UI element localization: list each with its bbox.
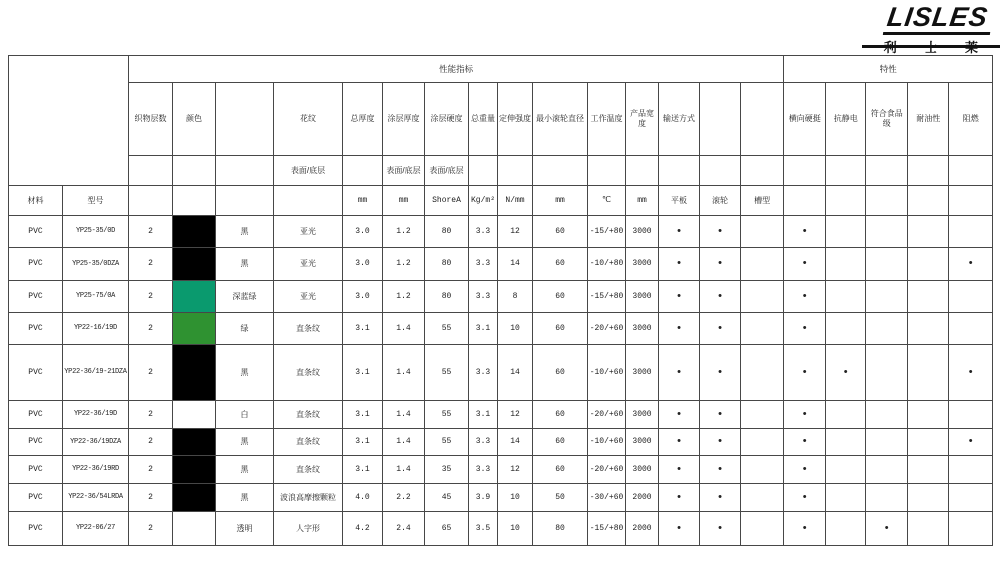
cell-tensile: 8 bbox=[498, 281, 533, 313]
cell-t-total: 3.1 bbox=[343, 401, 383, 429]
header-group-features: 特性 bbox=[784, 56, 993, 83]
cell-width: 2000 bbox=[626, 512, 659, 546]
cell-flame bbox=[949, 512, 993, 546]
cell-weight: 3.1 bbox=[469, 313, 498, 345]
subheader-pattern-surface-bottom: 表面/底层 bbox=[274, 156, 343, 186]
cell-antistatic bbox=[826, 313, 866, 345]
cell-antistatic: • bbox=[826, 345, 866, 401]
cell-min-roller: 60 bbox=[533, 401, 588, 429]
col-header-color-name bbox=[216, 83, 274, 156]
color-swatch bbox=[173, 512, 216, 546]
col-header-food-grade: 符合食品级 bbox=[866, 83, 908, 156]
color-swatch bbox=[173, 216, 216, 248]
cell-food: • bbox=[866, 512, 908, 546]
cell-t-coat: 1.4 bbox=[383, 456, 425, 484]
cell-flat: • bbox=[659, 345, 700, 401]
cell-plies: 2 bbox=[129, 216, 173, 248]
cell-material: PVC bbox=[9, 401, 63, 429]
cell-trough bbox=[741, 429, 784, 456]
color-swatch bbox=[173, 345, 216, 401]
cell-oil bbox=[908, 281, 949, 313]
color-swatch bbox=[173, 429, 216, 456]
cell-color-name: 黑 bbox=[216, 345, 274, 401]
cell-hardness: 80 bbox=[425, 248, 469, 281]
cell-t-coat: 1.4 bbox=[383, 401, 425, 429]
cell-material: PVC bbox=[9, 281, 63, 313]
cell-t-total: 4.2 bbox=[343, 512, 383, 546]
cell-flame bbox=[949, 281, 993, 313]
cell-trough bbox=[741, 216, 784, 248]
cell-pattern: 人字形 bbox=[274, 512, 343, 546]
cell-oil bbox=[908, 456, 949, 484]
cell-hardness: 80 bbox=[425, 281, 469, 313]
cell-tensile: 12 bbox=[498, 216, 533, 248]
cell-model: YP22-36/54LRDA bbox=[63, 484, 129, 512]
cell-oil bbox=[908, 248, 949, 281]
cell-oil bbox=[908, 512, 949, 546]
cell-plies: 2 bbox=[129, 429, 173, 456]
cell-pattern: 亚光 bbox=[274, 281, 343, 313]
cell-roller: • bbox=[700, 484, 741, 512]
cell-food bbox=[866, 429, 908, 456]
cell-stiff: • bbox=[784, 512, 826, 546]
cell-material: PVC bbox=[9, 216, 63, 248]
cell-flat: • bbox=[659, 281, 700, 313]
header-group-performance: 性能指标 bbox=[129, 56, 784, 83]
cell-width: 3000 bbox=[626, 248, 659, 281]
cell-weight: 3.3 bbox=[469, 345, 498, 401]
cell-t-total: 3.1 bbox=[343, 345, 383, 401]
cell-oil bbox=[908, 313, 949, 345]
cell-hardness: 55 bbox=[425, 429, 469, 456]
logo-underline-bar bbox=[862, 45, 1000, 48]
cell-temp: -20/+60 bbox=[588, 456, 626, 484]
table-row bbox=[9, 281, 993, 313]
cell-t-total: 3.1 bbox=[343, 313, 383, 345]
col-header-antistatic: 抗静电 bbox=[826, 83, 866, 156]
cell-width: 3000 bbox=[626, 216, 659, 248]
cell-t-coat: 1.4 bbox=[383, 313, 425, 345]
cell-flat: • bbox=[659, 456, 700, 484]
cell-stiff: • bbox=[784, 313, 826, 345]
cell-width: 3000 bbox=[626, 345, 659, 401]
cell-tensile: 10 bbox=[498, 512, 533, 546]
table-row bbox=[9, 401, 993, 429]
cell-flat: • bbox=[659, 512, 700, 546]
cell-width: 3000 bbox=[626, 281, 659, 313]
color-swatch bbox=[173, 484, 216, 512]
cell-antistatic bbox=[826, 248, 866, 281]
cell-pattern: 亚光 bbox=[274, 216, 343, 248]
cell-temp: -10/+80 bbox=[588, 248, 626, 281]
cell-model: YP22-36/19RD bbox=[63, 456, 129, 484]
table-row bbox=[9, 313, 993, 345]
cell-stiff: • bbox=[784, 484, 826, 512]
cell-trough bbox=[741, 512, 784, 546]
cell-food bbox=[866, 216, 908, 248]
cell-t-coat: 1.2 bbox=[383, 281, 425, 313]
cell-t-coat: 1.4 bbox=[383, 345, 425, 401]
cell-oil bbox=[908, 429, 949, 456]
table-row bbox=[9, 429, 993, 456]
cell-roller: • bbox=[700, 281, 741, 313]
table-row bbox=[9, 248, 993, 281]
cell-model: YP22-36/19DZA bbox=[63, 429, 129, 456]
cell-width: 2000 bbox=[626, 484, 659, 512]
cell-roller: • bbox=[700, 313, 741, 345]
cell-oil bbox=[908, 401, 949, 429]
cell-flat: • bbox=[659, 216, 700, 248]
company-logo bbox=[884, 4, 992, 56]
cell-t-total: 3.1 bbox=[343, 456, 383, 484]
unit-total-thickness: mm bbox=[343, 186, 383, 216]
cell-tensile: 14 bbox=[498, 248, 533, 281]
cell-min-roller: 60 bbox=[533, 313, 588, 345]
cell-food bbox=[866, 401, 908, 429]
col-header-coating-thickness: 涂层厚度 bbox=[383, 83, 425, 156]
cell-material: PVC bbox=[9, 484, 63, 512]
unit-weight: Kg/m² bbox=[469, 186, 498, 216]
cell-stiff: • bbox=[784, 345, 826, 401]
cell-min-roller: 60 bbox=[533, 429, 588, 456]
cell-weight: 3.3 bbox=[469, 248, 498, 281]
cell-food bbox=[866, 248, 908, 281]
cell-trough bbox=[741, 248, 784, 281]
cell-oil bbox=[908, 345, 949, 401]
cell-flame: • bbox=[949, 248, 993, 281]
cell-roller: • bbox=[700, 401, 741, 429]
unit-coating-thickness: mm bbox=[383, 186, 425, 216]
cell-weight: 3.3 bbox=[469, 456, 498, 484]
cell-trough bbox=[741, 401, 784, 429]
color-swatch bbox=[173, 401, 216, 429]
cell-oil bbox=[908, 484, 949, 512]
cell-food bbox=[866, 281, 908, 313]
cell-flat: • bbox=[659, 248, 700, 281]
cell-t-coat: 1.2 bbox=[383, 216, 425, 248]
cell-flame bbox=[949, 216, 993, 248]
cell-flame bbox=[949, 401, 993, 429]
subheader-coating-thickness-surface-bottom: 表面/底层 bbox=[383, 156, 425, 186]
cell-color-name: 黑 bbox=[216, 216, 274, 248]
cell-model: YP25-35/0D bbox=[63, 216, 129, 248]
unit-tensile: N/mm bbox=[498, 186, 533, 216]
cell-roller: • bbox=[700, 345, 741, 401]
cell-min-roller: 60 bbox=[533, 345, 588, 401]
table-row bbox=[9, 216, 993, 248]
cell-flame: • bbox=[949, 345, 993, 401]
cell-tensile: 14 bbox=[498, 429, 533, 456]
cell-pattern: 波浪高摩擦颗粒 bbox=[274, 484, 343, 512]
cell-t-coat: 1.4 bbox=[383, 429, 425, 456]
cell-temp: -30/+60 bbox=[588, 484, 626, 512]
unit-working-temp: ℃ bbox=[588, 186, 626, 216]
cell-pattern: 直条纹 bbox=[274, 401, 343, 429]
col-header-lateral-stiffness: 横向硬挺 bbox=[784, 83, 826, 156]
cell-hardness: 55 bbox=[425, 345, 469, 401]
cell-temp: -15/+80 bbox=[588, 216, 626, 248]
cell-weight: 3.5 bbox=[469, 512, 498, 546]
cell-t-total: 4.0 bbox=[343, 484, 383, 512]
cell-color-name: 黑 bbox=[216, 429, 274, 456]
cell-width: 3000 bbox=[626, 456, 659, 484]
col-header-pattern: 花纹 bbox=[274, 83, 343, 156]
cell-flame bbox=[949, 456, 993, 484]
cell-material: PVC bbox=[9, 456, 63, 484]
cell-tensile: 14 bbox=[498, 345, 533, 401]
color-swatch bbox=[173, 248, 216, 281]
cell-trough bbox=[741, 281, 784, 313]
table-header bbox=[9, 56, 993, 216]
cell-weight: 3.9 bbox=[469, 484, 498, 512]
cell-temp: -15/+80 bbox=[588, 281, 626, 313]
cell-flame: • bbox=[949, 429, 993, 456]
cell-width: 3000 bbox=[626, 313, 659, 345]
cell-hardness: 55 bbox=[425, 401, 469, 429]
cell-plies: 2 bbox=[129, 313, 173, 345]
cell-oil bbox=[908, 216, 949, 248]
unit-product-width: mm bbox=[626, 186, 659, 216]
cell-roller: • bbox=[700, 429, 741, 456]
cell-t-total: 3.0 bbox=[343, 281, 383, 313]
cell-pattern: 直条纹 bbox=[274, 345, 343, 401]
cell-t-coat: 2.2 bbox=[383, 484, 425, 512]
color-swatch bbox=[173, 281, 216, 313]
subheader-coating-hardness-surface-bottom: 表面/底层 bbox=[425, 156, 469, 186]
cell-food bbox=[866, 345, 908, 401]
table-row bbox=[9, 456, 993, 484]
cell-flat: • bbox=[659, 484, 700, 512]
cell-model: YP22-16/19D bbox=[63, 313, 129, 345]
cell-weight: 3.3 bbox=[469, 216, 498, 248]
cell-flat: • bbox=[659, 429, 700, 456]
col-header-convey-mode: 输送方式 bbox=[659, 83, 700, 156]
cell-antistatic bbox=[826, 429, 866, 456]
cell-flame bbox=[949, 484, 993, 512]
cell-plies: 2 bbox=[129, 345, 173, 401]
cell-color-name: 黑 bbox=[216, 484, 274, 512]
cell-min-roller: 80 bbox=[533, 512, 588, 546]
unit-min-roller: mm bbox=[533, 186, 588, 216]
cell-stiff: • bbox=[784, 456, 826, 484]
cell-antistatic bbox=[826, 512, 866, 546]
cell-min-roller: 60 bbox=[533, 456, 588, 484]
cell-model: YP22-36/19D bbox=[63, 401, 129, 429]
cell-color-name: 黑 bbox=[216, 456, 274, 484]
cell-hardness: 80 bbox=[425, 216, 469, 248]
cell-t-coat: 2.4 bbox=[383, 512, 425, 546]
col-header-working-temp: 工作温度 bbox=[588, 83, 626, 156]
cell-material: PVC bbox=[9, 345, 63, 401]
cell-material: PVC bbox=[9, 248, 63, 281]
table-body bbox=[9, 216, 993, 546]
cell-t-coat: 1.2 bbox=[383, 248, 425, 281]
cell-food bbox=[866, 484, 908, 512]
cell-plies: 2 bbox=[129, 281, 173, 313]
cell-antistatic bbox=[826, 456, 866, 484]
col-header-color: 颜色 bbox=[173, 83, 216, 156]
cell-plies: 2 bbox=[129, 484, 173, 512]
cell-hardness: 45 bbox=[425, 484, 469, 512]
cell-hardness: 65 bbox=[425, 512, 469, 546]
cell-pattern: 直条纹 bbox=[274, 313, 343, 345]
unit-hardness: ShoreA bbox=[425, 186, 469, 216]
cell-trough bbox=[741, 345, 784, 401]
cell-trough bbox=[741, 484, 784, 512]
col-header-total-thickness: 总厚度 bbox=[343, 83, 383, 156]
cell-antistatic bbox=[826, 484, 866, 512]
unit-convey-trough: 槽型 bbox=[741, 186, 784, 216]
cell-model: YP22-06/27 bbox=[63, 512, 129, 546]
cell-antistatic bbox=[826, 216, 866, 248]
cell-min-roller: 60 bbox=[533, 281, 588, 313]
cell-antistatic bbox=[826, 401, 866, 429]
cell-material: PVC bbox=[9, 429, 63, 456]
cell-tensile: 10 bbox=[498, 313, 533, 345]
cell-pattern: 亚光 bbox=[274, 248, 343, 281]
col-header-convey-blank2 bbox=[741, 83, 784, 156]
cell-flat: • bbox=[659, 313, 700, 345]
cell-t-total: 3.1 bbox=[343, 429, 383, 456]
col-header-model: 型号 bbox=[63, 186, 129, 216]
col-header-flame-retardant: 阻燃 bbox=[949, 83, 993, 156]
header-blank-corner bbox=[9, 56, 129, 186]
cell-flame bbox=[949, 313, 993, 345]
cell-stiff: • bbox=[784, 248, 826, 281]
cell-model: YP22-36/19-21DZA bbox=[63, 345, 129, 401]
cell-hardness: 55 bbox=[425, 313, 469, 345]
cell-min-roller: 60 bbox=[533, 248, 588, 281]
unit-convey-roller: 滚轮 bbox=[700, 186, 741, 216]
cell-model: YP25-35/0DZA bbox=[63, 248, 129, 281]
cell-hardness: 35 bbox=[425, 456, 469, 484]
cell-plies: 2 bbox=[129, 248, 173, 281]
cell-t-total: 3.0 bbox=[343, 216, 383, 248]
cell-plies: 2 bbox=[129, 512, 173, 546]
cell-color-name: 透明 bbox=[216, 512, 274, 546]
cell-antistatic bbox=[826, 281, 866, 313]
color-swatch bbox=[173, 313, 216, 345]
cell-model: YP25-75/0A bbox=[63, 281, 129, 313]
cell-trough bbox=[741, 313, 784, 345]
cell-plies: 2 bbox=[129, 456, 173, 484]
cell-roller: • bbox=[700, 512, 741, 546]
cell-roller: • bbox=[700, 456, 741, 484]
cell-color-name: 深蓝绿 bbox=[216, 281, 274, 313]
cell-stiff: • bbox=[784, 281, 826, 313]
col-header-coating-hardness: 涂层硬度 bbox=[425, 83, 469, 156]
cell-temp: -10/+60 bbox=[588, 429, 626, 456]
cell-t-total: 3.0 bbox=[343, 248, 383, 281]
cell-weight: 3.3 bbox=[469, 281, 498, 313]
cell-tensile: 12 bbox=[498, 401, 533, 429]
cell-stiff: • bbox=[784, 429, 826, 456]
cell-temp: -15/+80 bbox=[588, 512, 626, 546]
cell-plies: 2 bbox=[129, 401, 173, 429]
col-header-tensile: 定伸强度 bbox=[498, 83, 533, 156]
logo-latin-text: LISLES bbox=[883, 4, 994, 35]
cell-min-roller: 60 bbox=[533, 216, 588, 248]
cell-temp: -20/+60 bbox=[588, 313, 626, 345]
cell-min-roller: 50 bbox=[533, 484, 588, 512]
color-swatch bbox=[173, 456, 216, 484]
cell-tensile: 12 bbox=[498, 456, 533, 484]
col-header-total-weight: 总重量 bbox=[469, 83, 498, 156]
cell-trough bbox=[741, 456, 784, 484]
cell-color-name: 黑 bbox=[216, 248, 274, 281]
cell-roller: • bbox=[700, 248, 741, 281]
cell-weight: 3.1 bbox=[469, 401, 498, 429]
cell-stiff: • bbox=[784, 401, 826, 429]
cell-temp: -10/+60 bbox=[588, 345, 626, 401]
col-header-oil-resistance: 耐油性 bbox=[908, 83, 949, 156]
cell-pattern: 直条纹 bbox=[274, 456, 343, 484]
cell-color-name: 白 bbox=[216, 401, 274, 429]
table-row bbox=[9, 512, 993, 546]
cell-temp: -20/+60 bbox=[588, 401, 626, 429]
cell-food bbox=[866, 313, 908, 345]
spec-table bbox=[8, 55, 993, 546]
table-row bbox=[9, 484, 993, 512]
col-header-convey-blank1 bbox=[700, 83, 741, 156]
col-header-min-roller: 最小滚轮直径 bbox=[533, 83, 588, 156]
cell-color-name: 绿 bbox=[216, 313, 274, 345]
cell-material: PVC bbox=[9, 313, 63, 345]
cell-stiff: • bbox=[784, 216, 826, 248]
cell-food bbox=[866, 456, 908, 484]
cell-pattern: 直条纹 bbox=[274, 429, 343, 456]
cell-roller: • bbox=[700, 216, 741, 248]
cell-width: 3000 bbox=[626, 429, 659, 456]
col-header-product-width: 产品宽度 bbox=[626, 83, 659, 156]
col-header-plies: 织物层数 bbox=[129, 83, 173, 156]
cell-width: 3000 bbox=[626, 401, 659, 429]
cell-material: PVC bbox=[9, 512, 63, 546]
cell-tensile: 10 bbox=[498, 484, 533, 512]
cell-weight: 3.3 bbox=[469, 429, 498, 456]
col-header-material: 材料 bbox=[9, 186, 63, 216]
cell-flat: • bbox=[659, 401, 700, 429]
table-row bbox=[9, 345, 993, 401]
unit-convey-flat: 平板 bbox=[659, 186, 700, 216]
